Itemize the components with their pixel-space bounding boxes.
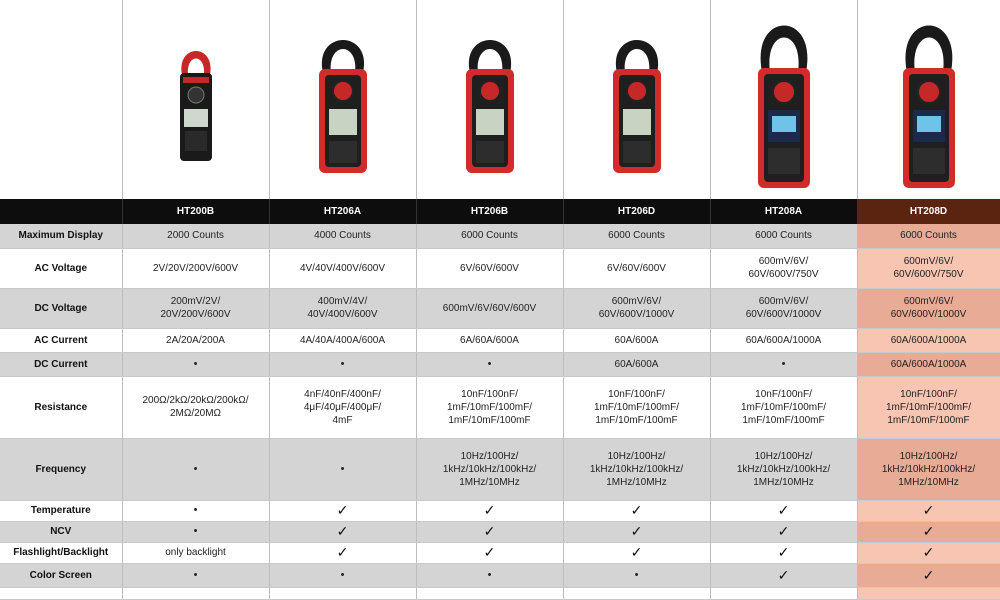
check-mark: ✓ (269, 500, 416, 521)
spec-value: 60A/600A/1000A (710, 328, 857, 352)
spec-label: AC Current (0, 328, 122, 352)
empty-cell (857, 587, 1000, 599)
spec-value: 600mV/6V/ 60V/600V/1000V (710, 288, 857, 328)
spec-value: • (269, 563, 416, 587)
spec-value: • (122, 438, 269, 500)
check-mark: ✓ (857, 542, 1000, 563)
product-image-cell (269, 0, 416, 199)
check-mark: ✓ (416, 521, 563, 542)
empty-cell (122, 587, 269, 599)
model-header: HT206D (563, 199, 710, 224)
product-image-row (0, 0, 1000, 199)
spec-value: 10Hz/100Hz/ 1kHz/10kHz/100kHz/ 1MHz/10MHz (563, 438, 710, 500)
spec-row-flashlight-backlight (0, 542, 1000, 563)
image-row-label-cell (0, 0, 122, 199)
spec-value: 6000 Counts (710, 224, 857, 248)
spec-row-maximum-display (0, 224, 1000, 248)
spec-row-dc-voltage (0, 288, 1000, 328)
spec-value: 600mV/6V/ 60V/600V/1000V (563, 288, 710, 328)
spec-row-dc-current (0, 352, 1000, 376)
spec-value: 200mV/2V/ 20V/200V/600V (122, 288, 269, 328)
header-corner (0, 199, 122, 224)
spec-label: Flashlight/Backlight (0, 542, 122, 563)
spec-value: • (269, 438, 416, 500)
spec-value: 10nF/100nF/ 1mF/10mF/100mF/ 1mF/10mF/100mF (563, 376, 710, 438)
spec-label: DC Current (0, 352, 122, 376)
spec-value: • (269, 352, 416, 376)
check-mark: ✓ (563, 542, 710, 563)
clamp-meter-image-ht200b (166, 35, 226, 165)
spec-value: • (416, 563, 563, 587)
clamp-meter-image-ht208a (746, 10, 822, 190)
model-header: HT200B (122, 199, 269, 224)
model-header-row (0, 199, 1000, 224)
spec-value: 60A/600A (563, 352, 710, 376)
spec-label: Resistance (0, 376, 122, 438)
spec-value: 6V/60V/600V (563, 248, 710, 288)
model-header: HT206B (416, 199, 563, 224)
clamp-meter-image-ht206d (599, 25, 675, 175)
spec-row-resistance (0, 376, 1000, 438)
check-mark: ✓ (710, 500, 857, 521)
check-mark: ✓ (710, 521, 857, 542)
spec-value: 6V/60V/600V (416, 248, 563, 288)
spec-value: • (122, 521, 269, 542)
empty-cell (0, 587, 122, 599)
spec-value: • (563, 563, 710, 587)
spec-value: • (122, 352, 269, 376)
spec-label: Frequency (0, 438, 122, 500)
spec-label: DC Voltage (0, 288, 122, 328)
spec-label: Temperature (0, 500, 122, 521)
spec-value: 10nF/100nF/ 1mF/10mF/100mF/ 1mF/10mF/100mF (857, 376, 1000, 438)
clamp-meter-image-ht206b (452, 25, 528, 175)
spec-value: 6000 Counts (416, 224, 563, 248)
clamp-meter-image-ht208d (891, 10, 967, 190)
spec-row-ncv (0, 521, 1000, 542)
spec-value: 10Hz/100Hz/ 1kHz/10kHz/100kHz/ 1MHz/10MHz (857, 438, 1000, 500)
spec-value: 600mV/6V/ 60V/600V/750V (857, 248, 1000, 288)
product-image-cell (122, 0, 269, 199)
model-header: HT208A (710, 199, 857, 224)
clamp-meter-image-ht206a (305, 25, 381, 175)
check-mark: ✓ (710, 563, 857, 587)
model-header-highlighted: HT208D (857, 199, 1000, 224)
spec-value: 600mV/6V/60V/600V (416, 288, 563, 328)
spec-row-temperature (0, 500, 1000, 521)
spec-label: AC Voltage (0, 248, 122, 288)
check-mark: ✓ (269, 521, 416, 542)
spec-label: Maximum Display (0, 224, 122, 248)
spec-value: 6000 Counts (857, 224, 1000, 248)
spec-value: 60A/600A (563, 328, 710, 352)
spec-value: 6000 Counts (563, 224, 710, 248)
product-image-cell (710, 0, 857, 199)
spec-value: 2000 Counts (122, 224, 269, 248)
check-mark: ✓ (269, 542, 416, 563)
empty-cell (710, 587, 857, 599)
check-mark: ✓ (563, 500, 710, 521)
check-mark: ✓ (416, 500, 563, 521)
spec-value: 600mV/6V/ 60V/600V/750V (710, 248, 857, 288)
spec-value: 10nF/100nF/ 1mF/10mF/100mF/ 1mF/10mF/100mF (710, 376, 857, 438)
spec-value: 4000 Counts (269, 224, 416, 248)
spec-value: 600mV/6V/ 60V/600V/1000V (857, 288, 1000, 328)
spec-value: • (416, 352, 563, 376)
check-mark: ✓ (857, 500, 1000, 521)
product-image-cell (563, 0, 710, 199)
product-image-cell (416, 0, 563, 199)
spec-row-color-screen (0, 563, 1000, 587)
spec-row-frequency (0, 438, 1000, 500)
spec-value: • (122, 500, 269, 521)
spec-value: 60A/600A/1000A (857, 328, 1000, 352)
spec-value: • (122, 563, 269, 587)
check-mark: ✓ (416, 542, 563, 563)
spec-value: 4V/40V/400V/600V (269, 248, 416, 288)
trailing-row (0, 587, 1000, 599)
spec-label: Color Screen (0, 563, 122, 587)
empty-cell (416, 587, 563, 599)
spec-value: 2V/20V/200V/600V (122, 248, 269, 288)
product-image-cell (857, 0, 1000, 199)
empty-cell (563, 587, 710, 599)
spec-value: 2A/20A/200A (122, 328, 269, 352)
spec-value: 10Hz/100Hz/ 1kHz/10kHz/100kHz/ 1MHz/10MHz (416, 438, 563, 500)
model-header: HT206A (269, 199, 416, 224)
spec-value: • (710, 352, 857, 376)
spec-label: NCV (0, 521, 122, 542)
spec-value: 60A/600A/1000A (857, 352, 1000, 376)
spec-value: 400mV/4V/ 40V/400V/600V (269, 288, 416, 328)
spec-value: 200Ω/2kΩ/20kΩ/200kΩ/ 2MΩ/20MΩ (122, 376, 269, 438)
check-mark: ✓ (857, 521, 1000, 542)
spec-row-ac-current (0, 328, 1000, 352)
empty-cell (269, 587, 416, 599)
spec-value: 4nF/40nF/400nF/ 4μF/40μF/400μF/ 4mF (269, 376, 416, 438)
spec-value: only backlight (122, 542, 269, 563)
check-mark: ✓ (563, 521, 710, 542)
spec-value: 10nF/100nF/ 1mF/10mF/100mF/ 1mF/10mF/100mF (416, 376, 563, 438)
spec-value: 10Hz/100Hz/ 1kHz/10kHz/100kHz/ 1MHz/10MHz (710, 438, 857, 500)
spec-value: 4A/40A/400A/600A (269, 328, 416, 352)
check-mark: ✓ (857, 563, 1000, 587)
spec-value: 6A/60A/600A (416, 328, 563, 352)
spec-row-ac-voltage (0, 248, 1000, 288)
check-mark: ✓ (710, 542, 857, 563)
